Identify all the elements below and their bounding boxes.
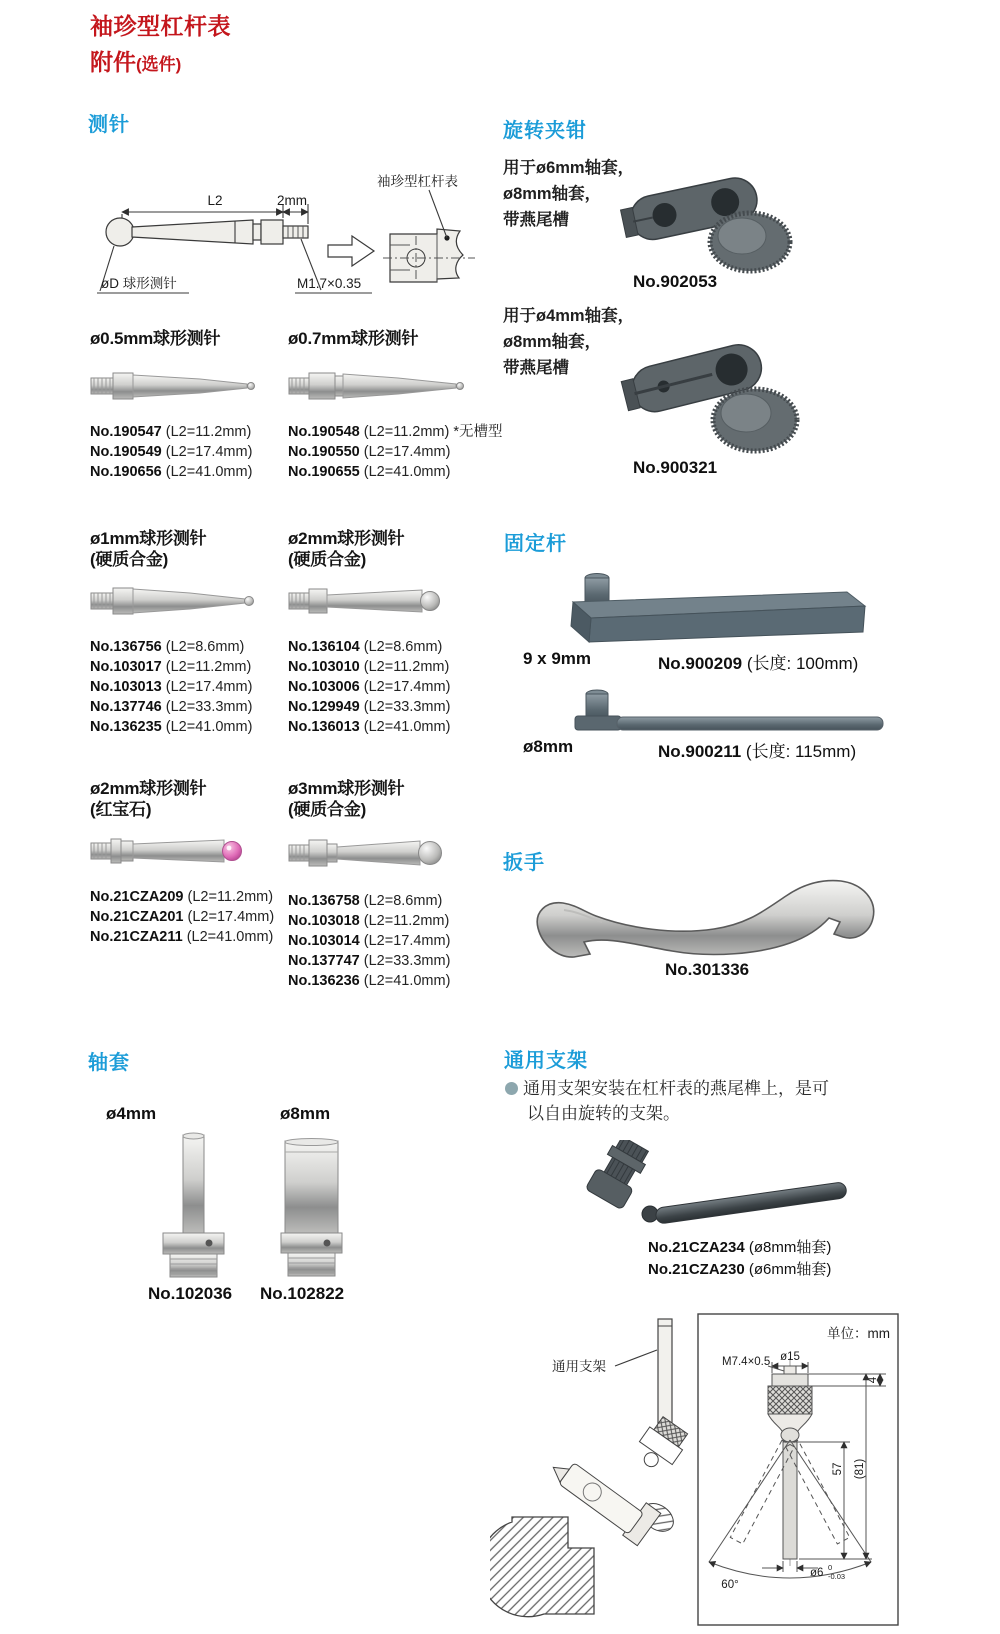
part-number: No.103006: [288, 679, 360, 695]
part-number-text: No.21CZA230: [648, 1261, 745, 1278]
part-number: No.103014: [288, 933, 360, 949]
part-row: [288, 891, 486, 911]
part-number: No.190656: [90, 464, 162, 480]
part-number-text: No.21CZA234: [648, 1239, 745, 1256]
part-number: [658, 737, 856, 762]
part-number: No.190548: [288, 424, 360, 440]
subtitle-main: 附件: [90, 49, 136, 75]
part-spec: (L2=17.4mm): [183, 909, 275, 925]
section-heading-universal-holder: 通用支架: [504, 1050, 588, 1072]
part-row: [288, 677, 486, 697]
part-spec: (L2=11.2mm): [183, 889, 274, 905]
part-number: [658, 649, 858, 674]
part-spec: (L2=8.6mm): [359, 893, 443, 909]
part-number: [648, 1236, 831, 1257]
subtitle-note: (选件): [136, 55, 182, 74]
bullet-icon: [505, 1082, 518, 1095]
stylus-group-title: ø0.5mm球形测针: [90, 329, 221, 348]
part-spec: (L2=41.0mm): [182, 929, 274, 945]
part-note: (ø6mm轴套): [744, 1261, 832, 1278]
part-spec: (L2=17.4mm): [359, 679, 451, 695]
dim-h81: (81): [854, 1458, 866, 1480]
part-number: No.190549: [90, 444, 162, 460]
part-number: No.136013: [288, 719, 360, 735]
part-number: No.21CZA211: [90, 929, 183, 945]
part-row: [90, 422, 288, 442]
stylus-photo-needle: [90, 363, 265, 409]
part-row: [90, 717, 288, 737]
part-number: No.190550: [288, 444, 360, 460]
part-spec: (L2=11.2mm) *无槽型: [359, 424, 503, 440]
dim-d6: ø6: [810, 1567, 824, 1579]
part-number: No.102036: [148, 1284, 233, 1303]
dim-l2: L2: [207, 193, 223, 208]
stylus-photo-needle: [288, 363, 473, 409]
clamp-desc-line: 带燕尾槽: [503, 211, 569, 229]
part-spec: (L2=41.0mm): [359, 973, 451, 989]
dim-h4: 4: [867, 1376, 879, 1384]
clamp-desc-line: ø8mm轴套，: [503, 333, 602, 351]
label-indicator: 袖珍型杠杆表: [377, 174, 458, 189]
section-heading-bushing: 轴套: [88, 1052, 130, 1074]
part-number: No.136236: [288, 973, 360, 989]
part-list: [90, 887, 288, 947]
stylus-group-1mm: [90, 528, 288, 737]
stylus-group-2mm-ruby: [90, 778, 288, 947]
bushing-size-label: ø8mm: [280, 1104, 331, 1123]
universal-holder-diagram: [490, 1272, 900, 1634]
bushing-photo-8mm: [278, 1138, 346, 1280]
stylus-group-title: ø2mm球形测针: [288, 529, 405, 548]
part-spec: (L2=41.0mm): [161, 719, 253, 735]
stylus-group-0-7mm: [288, 328, 528, 482]
part-number-text: No.900209: [658, 654, 743, 673]
part-row: [288, 462, 528, 482]
rod-size-label: 9 x 9mm: [523, 649, 592, 668]
part-number: No.136104: [288, 639, 360, 655]
label-universal-holder: 通用支架: [552, 1359, 606, 1374]
section-heading-swivel-clamp: 旋转夹钳: [503, 120, 587, 142]
part-spec: (L2=11.2mm): [359, 659, 450, 675]
part-row: [288, 422, 528, 442]
section-heading-stylus: 测针: [88, 114, 130, 136]
part-list: [288, 891, 486, 991]
part-spec: (L2=17.4mm): [359, 444, 451, 460]
stylus-group-title: ø3mm球形测针: [288, 779, 405, 798]
fixing-rod-photo-square: [545, 566, 869, 646]
part-number: No.103010: [288, 659, 360, 675]
dim-d15: ø15: [780, 1351, 800, 1363]
stylus-group-2mm-carbide: [288, 528, 486, 737]
stylus-group-title: ø1mm球形测针: [90, 529, 207, 548]
part-number: No.190655: [288, 464, 360, 480]
part-spec: (L2=41.0mm): [359, 464, 451, 480]
part-row: [288, 657, 486, 677]
part-number: No.102822: [260, 1284, 345, 1303]
part-number: No.21CZA209: [90, 889, 184, 905]
part-spec: (L2=11.2mm): [161, 659, 252, 675]
part-list: [288, 637, 486, 737]
clamp-photo-1: [612, 150, 812, 275]
clamp-desc-line: 带燕尾槽: [503, 359, 569, 377]
part-number: No.900321: [633, 458, 718, 477]
section-heading-wrench: 扳手: [503, 852, 545, 874]
clamp-photo-2: [615, 318, 820, 458]
stylus-group-0-5mm: [90, 328, 288, 482]
part-number: No.103013: [90, 679, 162, 695]
part-number: No.103018: [288, 913, 360, 929]
label-ball-stylus: øD 球形测针: [101, 276, 177, 291]
part-row: [288, 697, 486, 717]
part-number: No.129949: [288, 699, 360, 715]
part-number: No.190547: [90, 424, 162, 440]
part-number: No.301336: [665, 960, 750, 979]
dim-thread: M7.4×0.5: [722, 1356, 771, 1368]
part-row: [90, 462, 288, 482]
stylus-photo-needle: [90, 578, 265, 624]
clamp-desc-line: ø8mm轴套，: [503, 185, 602, 203]
stylus-group-subtitle: (红宝石): [90, 800, 152, 819]
clamp-desc-line: 用于ø4mm轴套，: [503, 307, 635, 325]
label-thread: M1.7×0.35: [297, 276, 362, 291]
part-row: [288, 971, 486, 991]
stylus-group-subtitle: (硬质合金): [288, 800, 367, 819]
part-row: [90, 657, 288, 677]
part-spec: (L2=8.6mm): [359, 639, 443, 655]
stylus-group-subtitle: (硬质合金): [90, 550, 169, 569]
part-row: [288, 951, 486, 971]
part-note: (ø8mm轴套): [744, 1239, 832, 1256]
part-number: No.103017: [90, 659, 162, 675]
page-title: 袖珍型杠杆表: [90, 13, 231, 39]
unit-label: 单位：mm: [827, 1326, 890, 1341]
part-row: [288, 442, 528, 462]
part-spec: (L2=8.6mm): [161, 639, 245, 655]
dim-2mm: 2mm: [277, 193, 307, 208]
part-note: (长度: 115mm): [741, 742, 857, 761]
part-spec: (L2=17.4mm): [161, 679, 253, 695]
part-row: [90, 927, 288, 947]
part-spec: (L2=11.2mm): [161, 424, 252, 440]
dim-d6-tol-lower: -0.03: [828, 1572, 846, 1581]
part-number: No.137746: [90, 699, 162, 715]
part-row: [288, 931, 486, 951]
rod-size-label: ø8mm: [523, 737, 574, 756]
holder-desc-text: 通用支架安装在杠杆表的燕尾榫上，是可: [523, 1079, 829, 1098]
part-number: No.902053: [633, 272, 718, 291]
part-spec: (L2=33.3mm): [359, 699, 451, 715]
fixing-rod-photo-round: [545, 686, 890, 740]
part-spec: (L2=17.4mm): [161, 444, 253, 460]
bushing-size-label: ø4mm: [106, 1104, 157, 1123]
stylus-dimension-diagram: [85, 148, 477, 302]
part-spec: (L2=11.2mm): [359, 913, 450, 929]
bushing-photo-4mm: [158, 1132, 230, 1280]
dim-angle: 60°: [721, 1579, 739, 1591]
stylus-group-subtitle: (硬质合金): [288, 550, 367, 569]
stylus-group-3mm: [288, 778, 486, 991]
stylus-photo-ball: [288, 578, 463, 624]
part-number: No.136235: [90, 719, 162, 735]
dim-h57: 57: [832, 1462, 844, 1476]
part-row: [288, 637, 486, 657]
part-list: [90, 422, 288, 482]
part-list: [90, 637, 288, 737]
part-list: [288, 422, 528, 482]
stylus-photo-ball: [288, 828, 463, 878]
part-row: [288, 717, 486, 737]
stylus-group-title: ø2mm球形测针: [90, 779, 207, 798]
part-row: [90, 887, 288, 907]
dim-d6-tol-upper: 0: [828, 1563, 833, 1572]
holder-desc-line1: [505, 1076, 829, 1101]
part-spec: (L2=41.0mm): [359, 719, 451, 735]
part-row: [90, 677, 288, 697]
part-row: [90, 442, 288, 462]
page-subtitle: [90, 44, 181, 77]
section-heading-fixing-rod: 固定杆: [504, 533, 567, 555]
part-row: [90, 637, 288, 657]
part-row: [90, 907, 288, 927]
part-number: No.136756: [90, 639, 162, 655]
part-row: [90, 697, 288, 717]
part-note: (长度: 100mm): [742, 654, 859, 673]
part-row: [288, 911, 486, 931]
holder-desc-line2: 以自由旋转的支架。: [527, 1104, 680, 1123]
holder-description: [505, 1076, 829, 1126]
part-spec: (L2=41.0mm): [161, 464, 253, 480]
part-spec: (L2=33.3mm): [161, 699, 253, 715]
part-number: No.21CZA201: [90, 909, 184, 925]
part-spec: (L2=33.3mm): [359, 953, 451, 969]
part-number: No.136758: [288, 893, 360, 909]
part-number-text: No.900211: [658, 742, 742, 761]
stylus-photo-ruby: [90, 828, 265, 874]
part-number: No.137747: [288, 953, 360, 969]
wrench-photo: [524, 866, 892, 964]
stylus-group-title: ø0.7mm球形测针: [288, 329, 419, 348]
clamp-desc-line: 用于ø6mm轴套，: [503, 159, 635, 177]
part-spec: (L2=17.4mm): [359, 933, 451, 949]
universal-holder-photo: [558, 1140, 863, 1242]
